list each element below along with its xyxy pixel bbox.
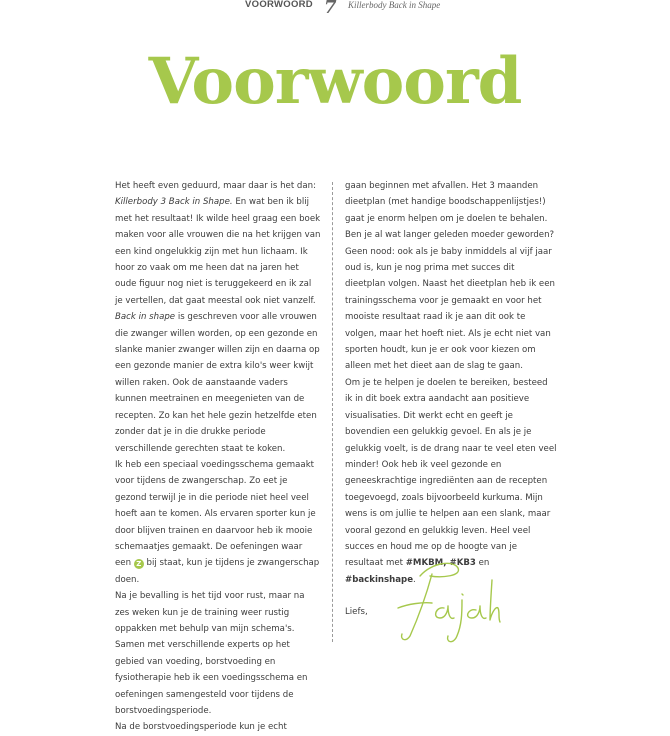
book-title-inline: Killerbody 3 Back in Shape. <box>115 197 233 208</box>
pregnancy-exercise-icon: Z <box>134 559 144 569</box>
pregnancy-text: Ik heb een speciaal voedingsschema gemaakt voor tijdens de zwangerschap. Zo eet je gezond terwijl je in die periode niet heel veel hoeft aan te komen. Als ervaren sporter kun je door blijven trainen en daarvoor heb ik mooie schemaatjes gemaakt. De oefeningen waar een <box>115 459 316 569</box>
sentence-end: . <box>413 574 416 585</box>
page-title: Voorwoord <box>148 44 522 119</box>
header-section-label: VOORWOORD <box>245 0 313 10</box>
paragraph-after-breastfeeding: Na de borstvoedingsperiode kun je echt <box>115 722 287 733</box>
hashtag-kb3: #KB3 <box>449 558 476 569</box>
page-number: 7 <box>324 0 337 18</box>
header-book-title: Killerbody Back in Shape <box>348 0 441 10</box>
hashtag-mkbm: #MKBM <box>405 558 444 569</box>
signature-graphic <box>392 556 502 646</box>
back-in-shape-inline: Back in shape <box>115 312 176 323</box>
paragraph-after-birth: Na je bevalling is het tijd voor rust, maar na zes weken kun je de training weer rustig oppakken met behulp van mijn schema's. Samen met verschillende experts op het gebied van voeding, borstvoeding en fysiotherapie heb ik een voedingsschema en oefeningen samengesteld voor tijdens de borstvoedingsperiode. <box>115 591 308 716</box>
paragraph-back-in-shape <box>115 309 321 457</box>
paragraph-diet-plan: gaan beginnen met afvallen. Het 3 maanden dieetplan (met handige boodschappenlijstjes!) gaat je enorm helpen om je doelen te behalen. Ben je al wat langer geleden moeder geworden? Geen nood: ook als je baby inmiddels al vijf jaar oud is, kun je nog prima met succes dit dieetplan volgen. Naast het dieetplan heb ik een trainingsschema voor je gemaakt en voor het mooiste resultaat raad ik je aan dit ook te volgen, maar het hoeft niet. Als je echt niet van sporten houdt, kun je er ook voor kiezen om alleen met het dieet aan de slag te gaan. <box>345 181 555 372</box>
hashtag-separator: , <box>443 558 450 569</box>
visualisation-text: Om je te helpen je doelen te bereiken, besteed ik in dit boek extra aandacht aan positieve visualisaties. Dit werkt echt en geeft je bovendien een gelukkig gevoel. En als je je gelukkig voelt, is de drang naar te veel eten veel minder! Ook heb ik veel gezonde en geneeskrachtige ingrediënten aan de recepten toegevoegd, zoals bijvoorbeeld kurkuma. Mijn wens is om jullie te helpen aan een slank, maar vooral gezond en gelukkig leven. Heel veel succes en houd me op de hoogte van je resultaat met <box>345 377 557 569</box>
column-divider <box>332 182 333 642</box>
left-text-column <box>115 178 321 736</box>
hashtag-backinshape: #backinshape <box>345 574 414 585</box>
paragraph-intro <box>115 178 321 309</box>
intro-text-cont: En wat ben ik blij met het resultaat! Ik wilde heel graag een boek maken voor alle vrouwen die na het krijgen van een kind ongelukkig zijn met hun lichaam. Ik hoor zo vaak om me heen dat na jaren het oude figuur nog niet is teruggekeerd en ik zal je vertellen, dat gaat meestal ook niet vanzelf. <box>115 197 321 306</box>
back-in-shape-text: is geschreven voor alle vrouwen die zwanger willen worden, op een gezonde en slanke manier zwanger willen zijn en daarna op een gezonde manier de extra kilo's weer kwijt willen raken. Ook de aanstaande vaders kunnen meetrainen en meegenieten van de recepten. Zo kan het hele gezin hetzelfde eten zonder dat je in die drukke periode verschillende gerechten staat te koken. <box>115 312 320 454</box>
right-text-column <box>345 178 557 621</box>
intro-text: Het heeft even geduurd, maar daar is het dan: <box>115 181 316 191</box>
hashtag-and: en <box>475 558 490 569</box>
running-header <box>0 0 670 18</box>
pregnancy-text-cont: bij staat, kun je tijdens je zwangerschap doen. <box>115 558 320 585</box>
paragraph-pregnancy-schedule <box>115 457 321 588</box>
closing-greeting: Liefs, <box>345 607 368 618</box>
